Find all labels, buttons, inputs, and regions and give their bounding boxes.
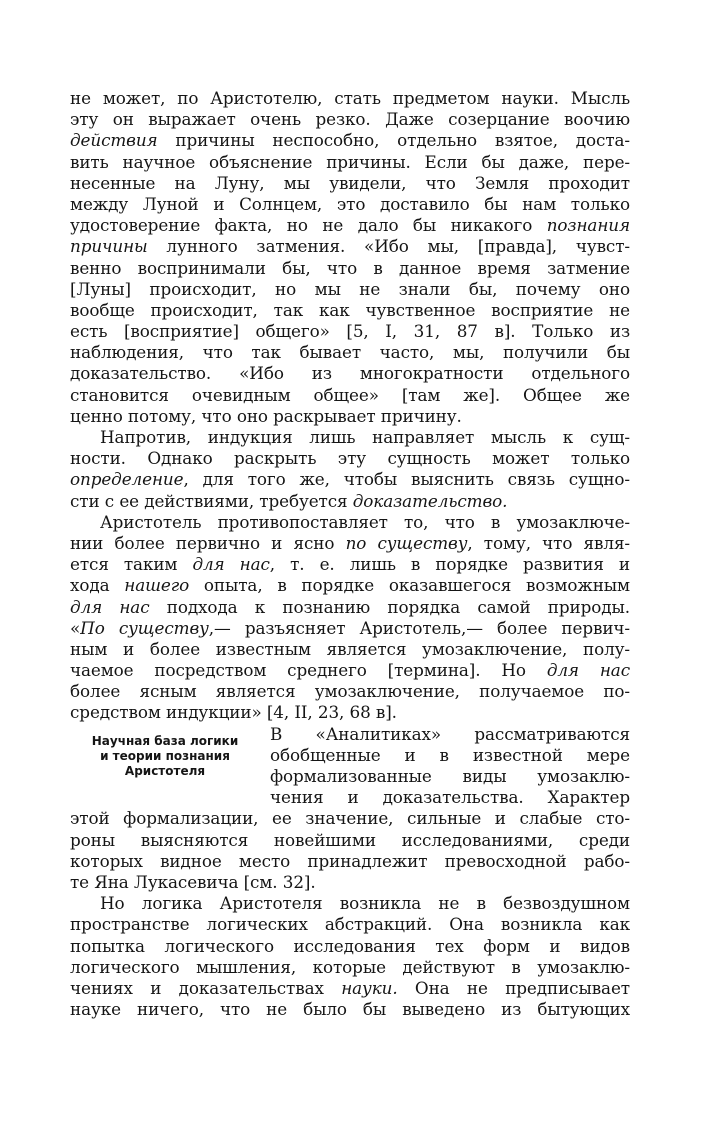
text-line: не может, по Аристотелю, стать предметом науки. Мысль [70,88,630,108]
body-text [70,88,630,1020]
text-line: доказательство. «Ибо из многократности отдельного [70,363,630,384]
emphasis: причины [70,236,148,257]
text-line: для нас подхода к познанию порядка самой природы. [70,596,630,617]
text-line: Напротив, индукция лишь направляет мысль к сущ- [100,427,630,447]
text-line: ценно потому, что оно раскрывает причину. [70,405,462,426]
text-line: сти с ее действиями, требуется доказательство. [70,490,508,511]
text-line: ется таким для нас, т. е. лишь в порядке развития и [70,554,630,575]
text-line: действия причины неспособно, отдельно взятое, доста- [70,130,630,151]
text-line: В «Аналитиках» рассматриваются [270,723,630,744]
margin-heading-line: Аристотеля [124,764,206,778]
text-line: чениях и доказательствах науки. Она не предписывает [70,977,630,998]
text-line: «По существу,— разъясняет Аристотель,— более первич- [70,617,630,638]
emphasis: действия [70,130,158,151]
emphasis: науки. [341,977,398,998]
margin-heading-line: Научная база логики [91,734,239,748]
text-line: те Яна Лукасевича [см. 32]. [70,871,316,892]
text-line: пространстве логических абстракций. Она возникла как [70,914,630,935]
text-line: венно воспринимали бы, что в данное время затмение [70,257,630,278]
paragraph [70,512,630,724]
text-line: хода нашего опыта, в порядке оказавшегося возможным [70,575,630,596]
emphasis: познания [546,215,630,236]
text-line: этой формализации, ее значение, сильные и слабые сто- [70,808,630,829]
text-line: чаемое посредством среднего [термина]. Но для нас [70,660,630,681]
text-line: нии более первично и ясно по существу, тому, что явля- [70,532,630,553]
text-line: определение, для того же, чтобы выяснить связь сущно- [70,469,630,490]
text-line: эту он выражает очень резко. Даже созерцание воочию [70,109,630,130]
wrapped-text-block [270,724,630,809]
text-line: есть [восприятие] общего» [5, I, 31, 87 в]. Только из [70,321,630,342]
paragraph [70,88,630,427]
emphasis: для нас [192,554,270,575]
text-line: ным и более известным является умозаключение, полу- [70,638,630,659]
text-line: становится очевидным общее» [там же]. Общее же [70,384,630,405]
text-line: между Луной и Солнцем, это доставило бы нам только [70,193,630,214]
text-line: которых видное место принадлежит превосходной рабо- [70,850,630,871]
text-line: наблюдения, что так бывает часто, мы, получили бы [70,342,630,363]
text-line: несенные на Луну, мы увидели, что Земля проходит [70,172,630,193]
text-line: Аристотель противопоставляет то, что в умозаключе- [100,511,630,532]
text-line: удостоверение факта, но не дало бы никакого познания [70,215,630,236]
text-line: ности. Однако раскрыть эту сущность может только [70,448,630,469]
text-line: вообще происходит, так как чувственное восприятие не [70,299,630,320]
emphasis: определение [70,469,184,490]
emphasis: нашего [124,575,190,596]
emphasis: для нас [546,660,630,681]
paragraph [70,427,630,512]
text-line: попытка логического исследования тех форм и видов [70,935,630,956]
text-line: вить научное объяснение причины. Если бы даже, пере- [70,151,630,172]
text-line: науке ничего, что не было бы выведено из бытующих [70,999,630,1020]
text-line: средством индукции» [4, II, 23, 68 в]. [70,702,397,723]
emphasis: По существу [80,617,209,638]
emphasis: для нас [70,596,150,617]
document-page [70,88,630,1020]
text-line: более ясным является умозаключение, получаемое по- [70,681,630,702]
emphasis: по существу [345,532,468,553]
margin-heading-line: и теории познания [100,749,230,763]
text-line: логического мышления, которые действуют в умозаклю- [70,956,630,977]
emphasis: доказательство. [352,490,508,511]
text-line: причины лунного затмения. «Ибо мы, [правда], чувст- [70,236,630,257]
text-line: чения и доказательства. Характер [270,787,630,808]
text-line: Но логика Аристотеля возникла не в безвоздушном [100,893,630,914]
text-line: роны выясняются новейшими исследованиями, среди [70,829,630,850]
margin-heading [70,734,260,779]
text-line: [Луны] происходит, но мы не знали бы, почему оно [70,278,630,299]
paragraph [70,893,630,1020]
text-line: формализованные виды умозаклю- [270,766,630,786]
text-line: обобщенные и в известной мере [270,744,630,765]
